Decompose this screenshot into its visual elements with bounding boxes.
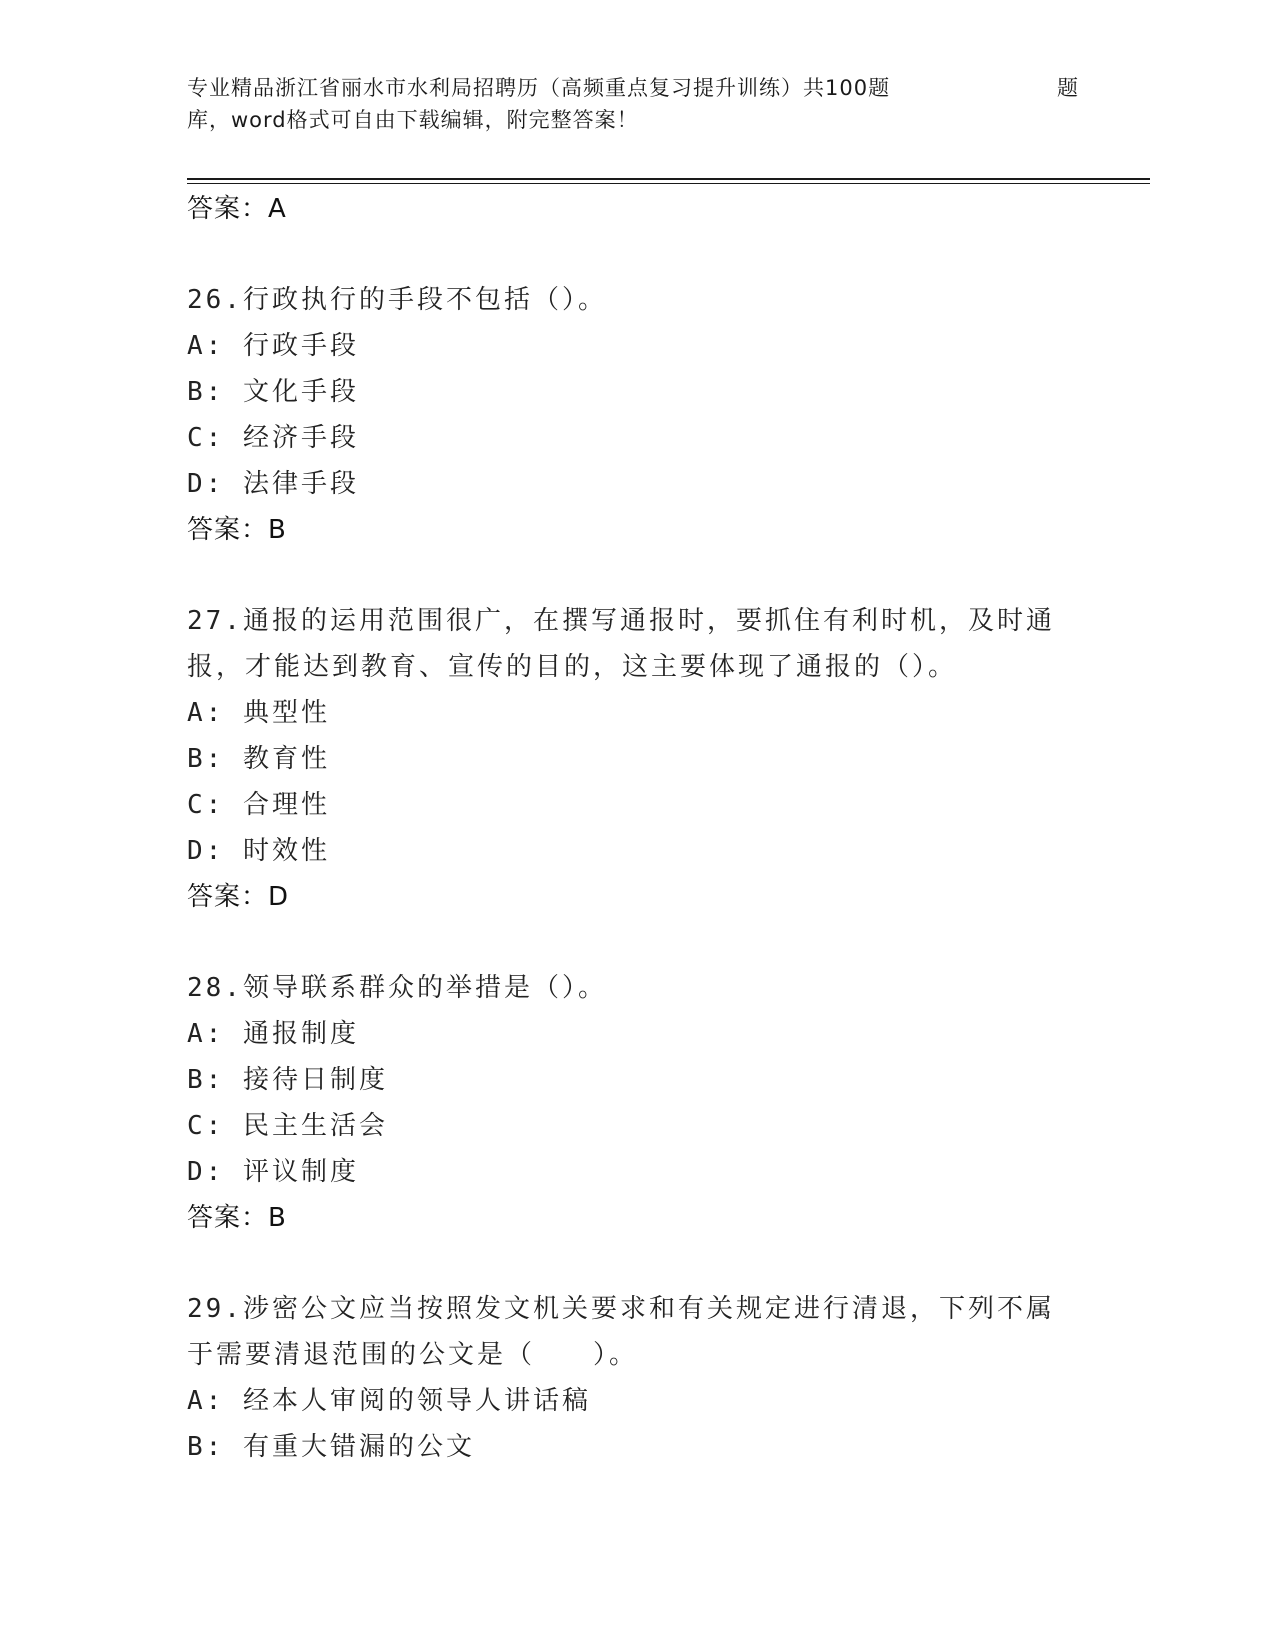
question-text: 29.涉密公文应当按照发文机关要求和有关规定进行清退，下列不属于需要清退范围的公文是（ ）。 <box>187 1294 1055 1370</box>
header-line-1 <box>187 72 1087 104</box>
option-b: B: 教育性 <box>187 744 330 774</box>
answer-26: 答案：B <box>187 515 287 545</box>
option-b: B: 文化手段 <box>187 377 359 407</box>
question-list <box>187 186 1087 1470</box>
option-d: D: 时效性 <box>187 836 330 866</box>
spacer <box>187 920 1087 965</box>
option-b: B: 接待日制度 <box>187 1065 388 1095</box>
answer-25: 答案：A <box>187 194 287 224</box>
header-title-tail: 题 <box>1057 76 1079 100</box>
header-divider-thin <box>187 183 1150 184</box>
header-divider-thick <box>187 178 1150 180</box>
question-28 <box>187 965 1087 1241</box>
option-a: A: 典型性 <box>187 698 330 728</box>
question-text: 27.通报的运用范围很广，在撰写通报时，要抓住有利时机，及时通报，才能达到教育、宣传的目的，这主要体现了通报的（）。 <box>187 606 1055 682</box>
option-c: C: 经济手段 <box>187 423 359 453</box>
question-29 <box>187 1286 1087 1470</box>
option-a: A: 经本人审阅的领导人讲话稿 <box>187 1386 591 1416</box>
header-line-2: 库，word格式可自由下载编辑，附完整答案！ <box>187 108 639 132</box>
option-d: D: 法律手段 <box>187 469 359 499</box>
option-c: C: 合理性 <box>187 790 330 820</box>
option-a: A: 通报制度 <box>187 1019 359 1049</box>
spacer <box>187 553 1087 598</box>
question-26 <box>187 277 1087 553</box>
option-a: A: 行政手段 <box>187 331 359 361</box>
answer-28: 答案：B <box>187 1203 287 1233</box>
option-b: B: 有重大错漏的公文 <box>187 1432 475 1462</box>
spacer <box>187 232 1087 277</box>
question-text: 26.行政执行的手段不包括（）。 <box>187 285 607 315</box>
question-27 <box>187 598 1087 920</box>
answer-27: 答案：D <box>187 882 290 912</box>
header-title: 专业精品浙江省丽水市水利局招聘历（高频重点复习提升训练）共100题 <box>187 76 891 100</box>
option-c: C: 民主生活会 <box>187 1111 388 1141</box>
document-header <box>187 72 1087 136</box>
question-text: 28.领导联系群众的举措是（）。 <box>187 973 607 1003</box>
option-d: D: 评议制度 <box>187 1157 359 1187</box>
spacer <box>187 1241 1087 1286</box>
